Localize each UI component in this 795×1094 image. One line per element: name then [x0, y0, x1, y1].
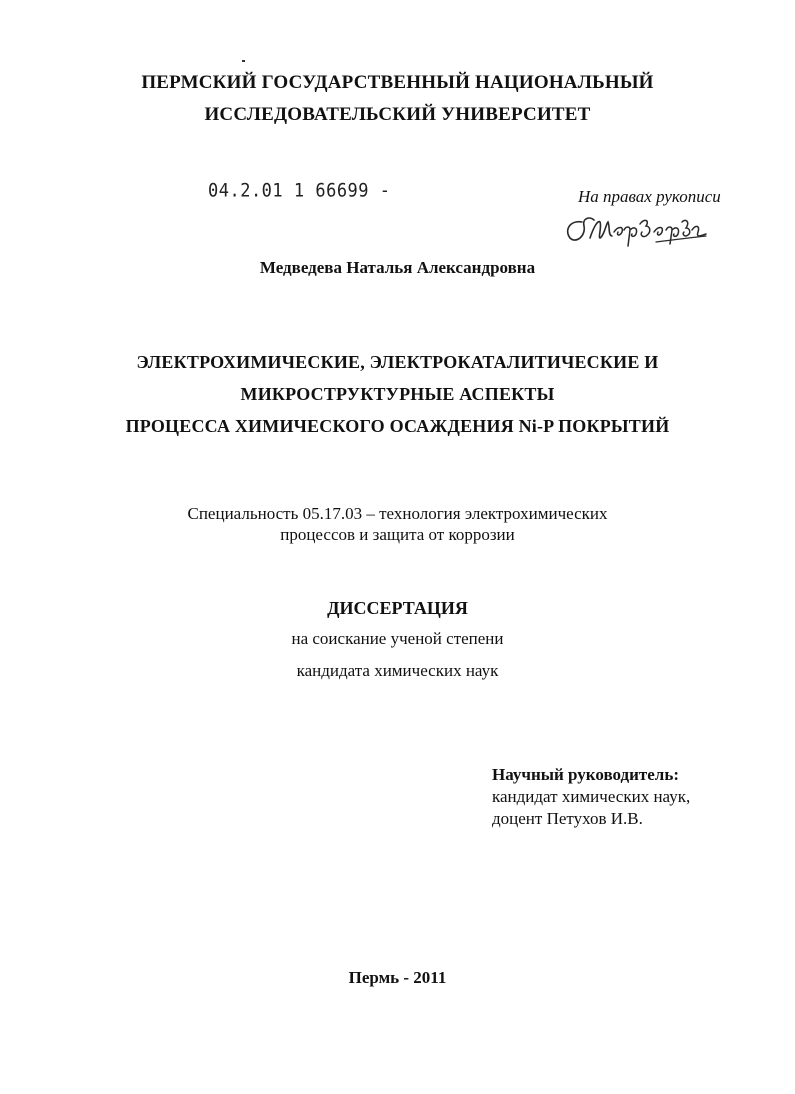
university-name-line1: ПЕРМСКИЙ ГОСУДАРСТВЕННЫЙ НАЦИОНАЛЬНЫЙ [141, 72, 654, 93]
advisor-degree: кандидат химических наук, [492, 787, 691, 806]
advisor-block [492, 764, 690, 830]
advisor-name: доцент Петухов И.В. [492, 809, 643, 828]
degree-line2: кандидата химических наук [296, 661, 499, 680]
advisor-heading: Научный руководитель: [492, 765, 679, 784]
thesis-title-line2: МИКРОСТРУКТУРНЫЕ АСПЕКТЫ [240, 384, 555, 404]
manuscript-rights-note: На правах рукописи [578, 187, 721, 206]
city-year: Пермь - 2011 [348, 968, 447, 987]
university-name-line2: ИССЛЕДОВАТЕЛЬСКИЙ УНИВЕРСИТЕТ [204, 104, 591, 125]
registration-stamp: 04.2.01 1 66699 - [208, 180, 391, 202]
scan-speck [242, 60, 245, 62]
author-name: Медведева Наталья Александровна [259, 258, 536, 277]
degree-line1: на соискание ученой степени [291, 629, 504, 648]
specialty-line2: процессов и защита от коррозии [280, 525, 515, 544]
thesis-title-line1: ЭЛЕКТРОХИМИЧЕСКИЕ, ЭЛЕКТРОКАТАЛИТИЧЕСКИЕ И [136, 352, 659, 372]
dissertation-heading: ДИССЕРТАЦИЯ [327, 598, 468, 618]
thesis-title-line3: ПРОЦЕССА ХИМИЧЕСКОГО ОСАЖДЕНИЯ Ni-P ПОКРЫТИЙ [125, 416, 670, 436]
author-signature [560, 208, 710, 250]
specialty-line1: Специальность 05.17.03 – технология электрохимических [187, 504, 608, 523]
